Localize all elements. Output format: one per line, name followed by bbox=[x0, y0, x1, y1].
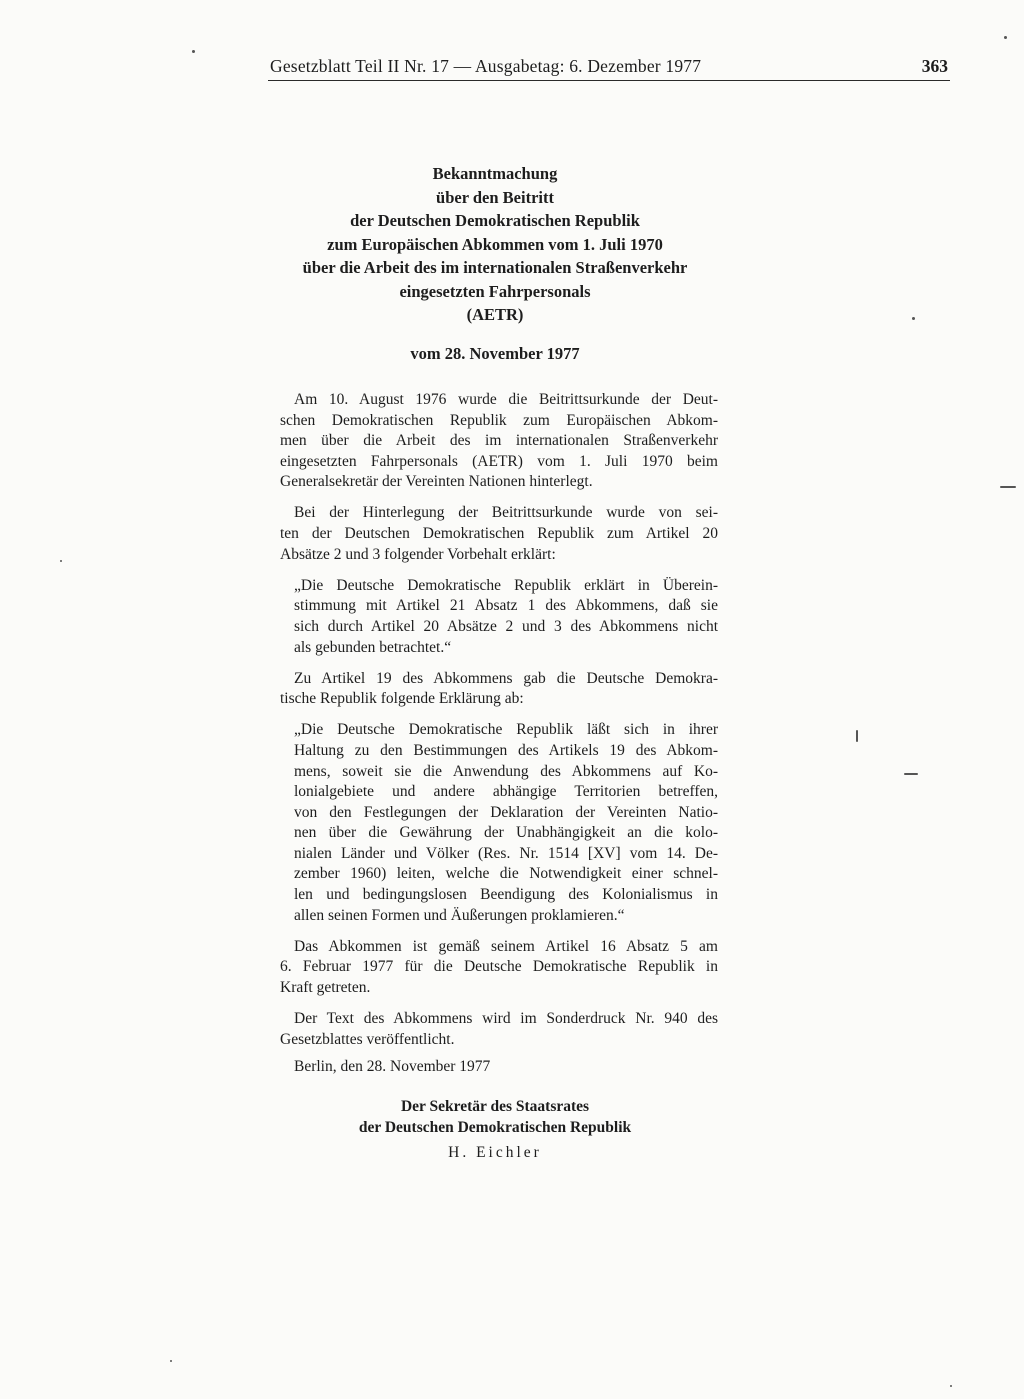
paragraph-publication bbox=[280, 1009, 718, 1050]
text-line: ten der Deutschen Demokratischen Republik zum Artikel 20 bbox=[280, 525, 718, 543]
title-line: eingesetzten Fahrpersonals bbox=[399, 281, 591, 301]
title-line: Bekanntmachung bbox=[432, 164, 558, 183]
paragraph-reservation bbox=[280, 503, 718, 565]
scan-speck bbox=[60, 560, 62, 562]
quote-declaration bbox=[280, 720, 718, 926]
text-line: von den Festlegungen der Deklaration der Vereinten Natio- bbox=[294, 803, 718, 821]
text-line: nen über die Gewährung der Unabhängigkeit an die kolo- bbox=[294, 824, 718, 842]
text-line: als gebunden betrachtet.“ bbox=[294, 638, 452, 656]
text-line: 6. Februar 1977 für die Deutsche Demokratische Republik in bbox=[280, 958, 718, 976]
text-line: lonialgebiete und andere abhängige Territorien betreffen, bbox=[294, 783, 718, 801]
running-header bbox=[270, 56, 950, 80]
text-line: zember 1960) leiten, welche die Notwendigkeit einer schnel- bbox=[294, 865, 718, 883]
title-line: der Deutschen Demokratischen Republik bbox=[350, 211, 640, 230]
text-line: Absätze 2 und 3 folgender Vorbehalt erklärt: bbox=[280, 545, 556, 563]
signatory-title: der Deutschen Demokratischen Republik bbox=[358, 1119, 632, 1136]
text-line: Am 10. August 1976 wurde die Beitrittsurkunde der Deut- bbox=[294, 391, 718, 408]
signature-block bbox=[272, 1096, 718, 1163]
text-line: Bei der Hinterlegung der Beitrittsurkunde wurde von sei- bbox=[294, 504, 718, 522]
title-date: vom 28. November 1977 bbox=[410, 344, 580, 363]
text-line: mens, soweit sie die Anwendung des Abkommens auf Ko- bbox=[294, 762, 718, 780]
scan-speck bbox=[170, 1360, 172, 1362]
scan-speck bbox=[192, 50, 195, 53]
paragraph-entry-into-force bbox=[280, 937, 718, 999]
text-line: „Die Deutsche Demokratische Republik läßt sich in ihrer bbox=[294, 721, 718, 739]
scan-speck bbox=[856, 730, 858, 742]
paragraph-accession bbox=[280, 390, 718, 493]
text-line: allen seinen Formen und Äußerungen proklamieren.“ bbox=[294, 906, 625, 924]
title-line: (AETR) bbox=[466, 305, 524, 324]
document-title bbox=[272, 162, 718, 327]
scan-speck bbox=[1004, 36, 1007, 39]
text-line: stimmung mit Artikel 21 Absatz 1 des Abkommens, daß sie bbox=[294, 597, 718, 615]
running-title: Gesetzblatt Teil II Nr. 17 — Ausgabetag: 6. Dezember 1977 bbox=[270, 56, 702, 76]
text-line: nialen Länder und Völker (Res. Nr. 1514 [XV] vom 14. De- bbox=[294, 844, 718, 862]
text-line: Das Abkommen ist gemäß seinem Artikel 16 Absatz 5 am bbox=[294, 937, 718, 955]
text-line: Der Text des Abkommens wird im Sonderdruck Nr. 940 des bbox=[294, 1010, 718, 1028]
scan-speck bbox=[904, 773, 918, 775]
text-line: len und bedingungslosen Beendigung des Kolonialismus in bbox=[294, 886, 718, 904]
text-line: „Die Deutsche Demokratische Republik erklärt in Überein- bbox=[294, 576, 718, 594]
text-line: men über die Arbeit des im internationalen Straßenverkehr bbox=[280, 432, 718, 450]
text-line: Kraft getreten. bbox=[280, 978, 371, 996]
title-line: über die Arbeit des im internationalen Straßenverkehr bbox=[302, 258, 688, 277]
text-line: Zu Artikel 19 des Abkommens gab die Deutsche Demokra- bbox=[294, 669, 718, 687]
text-line: Haltung zu den Bestimmungen des Artikels 19 des Abkom- bbox=[294, 741, 718, 759]
place-date: Berlin, den 28. November 1977 bbox=[294, 1058, 491, 1075]
paragraph-declaration bbox=[280, 669, 718, 710]
scan-speck bbox=[1000, 486, 1016, 488]
signatory-name: H. Eichler bbox=[448, 1144, 542, 1161]
text-line: schen Demokratischen Republik zum Europäischen Abkom- bbox=[280, 411, 718, 429]
text-line: sich durch Artikel 20 Absätze 2 und 3 des Abkommens nicht bbox=[294, 617, 718, 635]
header-rule bbox=[268, 80, 950, 81]
text-line: eingesetzten Fahrpersonals (AETR) vom 1. Juli 1970 beim bbox=[280, 452, 718, 470]
scan-speck bbox=[912, 317, 915, 320]
text-line: Gesetzblattes veröffentlicht. bbox=[280, 1030, 455, 1048]
signatory-title: Der Sekretär des Staatsrates bbox=[400, 1098, 590, 1115]
body-text bbox=[280, 390, 718, 1061]
text-line: tische Republik folgende Erklärung ab: bbox=[280, 690, 524, 708]
title-line: über den Beitritt bbox=[436, 187, 554, 207]
quote-reservation bbox=[280, 576, 718, 658]
scan-speck bbox=[950, 1385, 952, 1387]
page-number: 363 bbox=[921, 56, 948, 76]
text-line: Generalsekretär der Vereinten Nationen hinterlegt. bbox=[280, 473, 593, 491]
title-line: zum Europäischen Abkommen vom 1. Juli 1970 bbox=[327, 234, 663, 254]
